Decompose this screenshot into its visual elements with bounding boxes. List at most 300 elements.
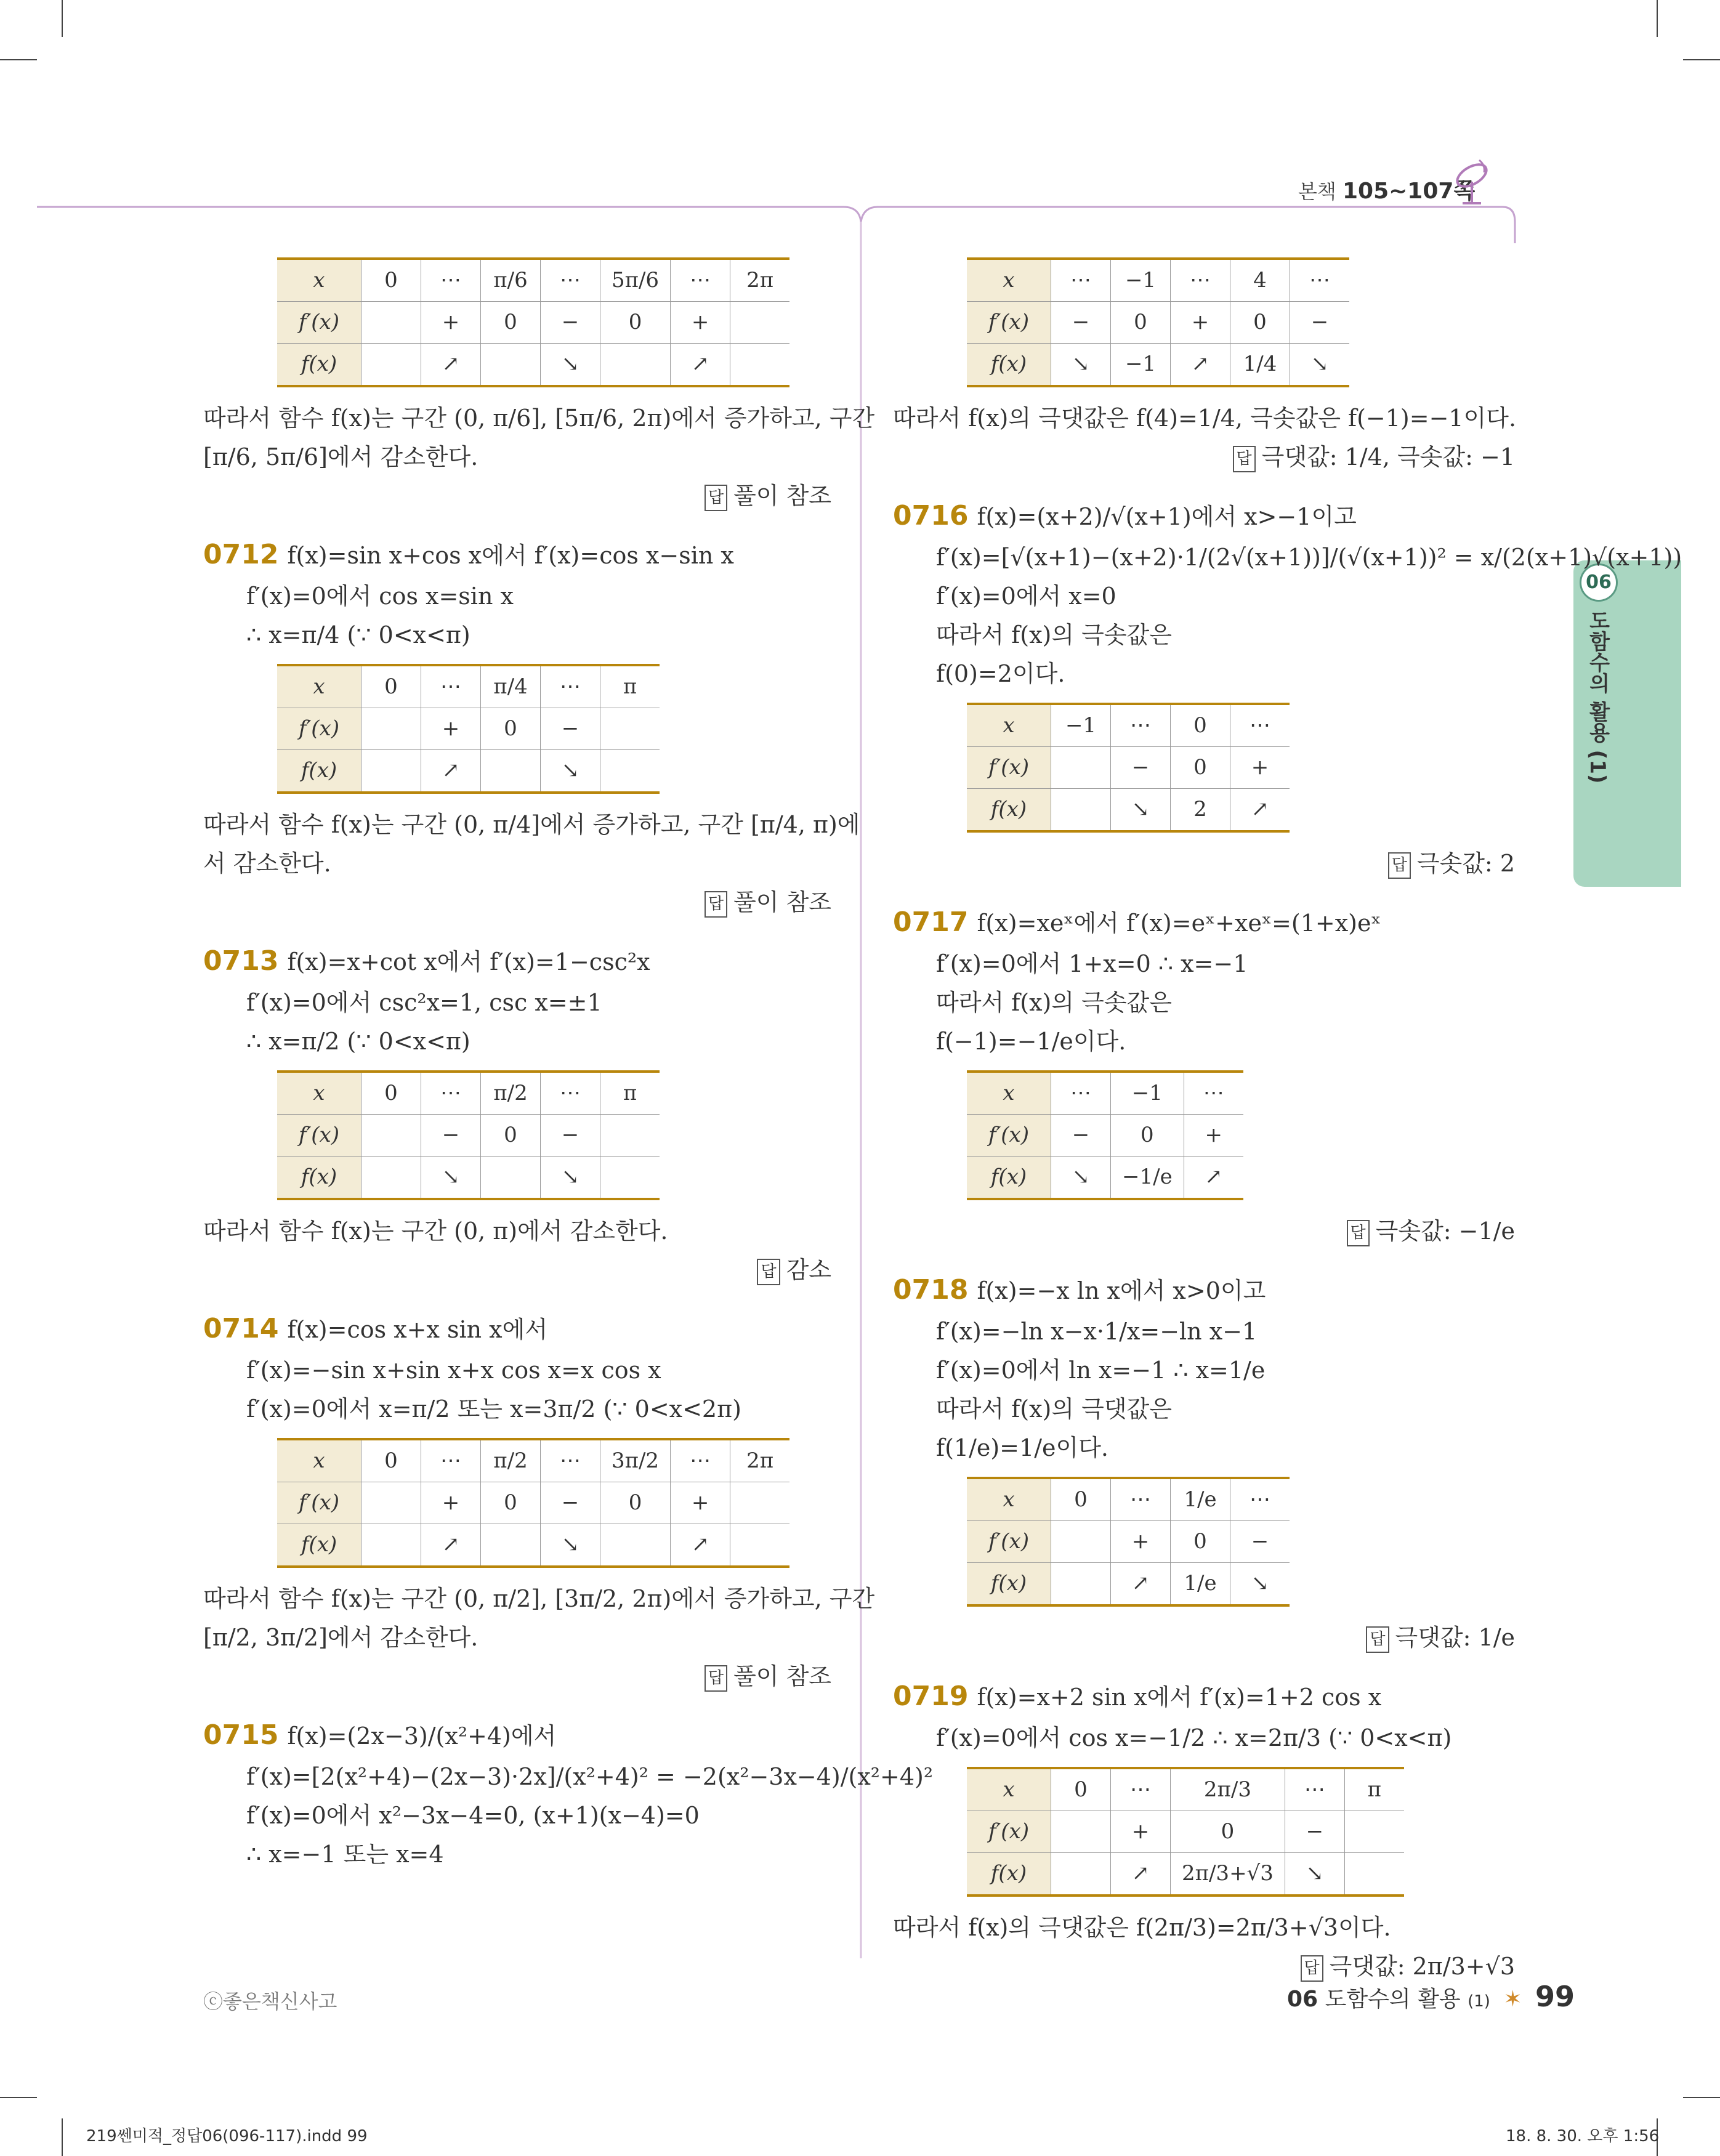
answer-line <box>203 478 831 514</box>
sign-table-cell: x <box>967 1478 1051 1521</box>
sign-table <box>967 1767 1404 1897</box>
sign-table-cell: ⋯ <box>421 1439 481 1482</box>
solution-text: ∴ x=π/4 (∵ 0<x<π) <box>246 621 470 648</box>
sign-table-row <box>967 1853 1404 1896</box>
sign-table-cell: π/2 <box>481 1072 541 1115</box>
sign-table-cell: ⋯ <box>541 1072 600 1115</box>
solution-text: f(x)=sin x+cos x에서 f′(x)=cos x−sin x <box>287 542 734 569</box>
problem-block <box>203 535 860 920</box>
problem-block <box>893 902 1515 1249</box>
solution-text: f′(x)=0에서 1+x=0 ∴ x=−1 <box>936 950 1248 977</box>
answer-line <box>893 1949 1515 1984</box>
solution-line <box>203 1837 831 1872</box>
conclusion-line: 따라서 함수 f(x)는 구간 (0, π/2], [3π/2, 2π)에서 증가하고, 구간 <box>203 1585 875 1612</box>
page-number: 99 <box>1535 1980 1575 2013</box>
problem-block <box>203 1715 934 1872</box>
answer-mark-icon: 답 <box>1301 1955 1323 1982</box>
sign-table-cell: − <box>421 1115 481 1157</box>
answer-mark-icon: 답 <box>705 485 727 511</box>
sign-table-row <box>277 1524 789 1567</box>
solution-line <box>893 496 1515 536</box>
sign-table-row <box>277 1115 660 1157</box>
sign-table-cell: 1/e <box>1171 1563 1230 1606</box>
sign-table-cell <box>1051 1811 1111 1853</box>
answer-text: 극댓값: 1/4, 극솟값: −1 <box>1261 443 1515 470</box>
problem-number: 0719 <box>893 1681 969 1712</box>
sign-table-cell <box>1051 1521 1111 1563</box>
sign-table-cell <box>361 302 421 344</box>
sign-table-cell: − <box>541 302 600 344</box>
sign-table-cell: x <box>967 1072 1051 1115</box>
solution-text: f(x)=xeˣ에서 f′(x)=eˣ+xeˣ=(1+x)eˣ <box>977 910 1381 937</box>
sign-table-row <box>967 1478 1290 1521</box>
sign-table <box>277 257 789 387</box>
print-date: 18. 8. 30. 오후 1:56 <box>1506 2127 1660 2146</box>
problem-block <box>893 257 1515 475</box>
conclusion-line: 따라서 f(x)의 극댓값은 f(2π/3)=2π/3+√3이다. <box>893 1914 1391 1941</box>
sign-table-cell: −1 <box>1051 704 1111 747</box>
sign-table-cell: + <box>421 302 481 344</box>
sign-table-cell: −1 <box>1111 1072 1184 1115</box>
sign-table-cell <box>361 750 421 793</box>
footer-chapter-title: 도함수의 활용 <box>1325 1987 1461 2012</box>
sign-table-row <box>967 1072 1243 1115</box>
sign-table-cell: 0 <box>481 708 541 750</box>
solution-line <box>203 618 831 653</box>
solution-line <box>893 1676 1515 1717</box>
sign-table-cell <box>481 344 541 387</box>
sign-table-cell: ↘ <box>541 1524 600 1567</box>
problem-number: 0717 <box>893 906 969 938</box>
sign-table-cell: 5π/6 <box>600 259 671 302</box>
sign-table-cell <box>1344 1853 1404 1896</box>
solution-line <box>893 985 1515 1020</box>
sign-table-cell: + <box>1111 1521 1171 1563</box>
sign-table-cell: π <box>600 1072 660 1115</box>
solution-line <box>203 1392 831 1427</box>
solution-text: ∴ x=π/2 (∵ 0<x<π) <box>246 1028 470 1055</box>
conclusion-line: 따라서 함수 f(x)는 구간 (0, π)에서 감소한다. <box>203 1217 668 1245</box>
answer-text: 극솟값: 2 <box>1416 850 1515 877</box>
sign-table-row <box>967 789 1290 832</box>
problem-block <box>893 1270 1515 1655</box>
page-footer <box>1287 1980 1575 2013</box>
sign-table-cell <box>361 344 421 387</box>
sign-table-row <box>967 344 1349 387</box>
sign-table-cell <box>481 1524 541 1567</box>
sign-table-cell: ⋯ <box>1111 1478 1171 1521</box>
conclusion-line: 서 감소한다. <box>203 850 331 877</box>
answer-line <box>893 440 1515 475</box>
answer-text: 극댓값: 1/e <box>1395 1624 1515 1651</box>
sign-table-cell: π <box>1344 1768 1404 1811</box>
sign-table-row <box>277 708 660 750</box>
solution-line <box>203 941 831 982</box>
sign-table-cell <box>730 302 790 344</box>
solution-line <box>893 1721 1515 1756</box>
answer-line <box>203 1253 831 1288</box>
sign-table-cell: ⋯ <box>1184 1072 1243 1115</box>
sign-table-cell: x <box>277 1072 361 1115</box>
sign-table-cell: ↗ <box>671 1524 730 1567</box>
sign-table-cell: 0 <box>481 302 541 344</box>
sign-table-cell: ⋯ <box>1230 1478 1290 1521</box>
sign-table-cell: f′(x) <box>967 1521 1051 1563</box>
sign-table-cell: 0 <box>361 1072 421 1115</box>
sign-table-cell: ↘ <box>1285 1853 1344 1896</box>
sign-table-cell: f′(x) <box>277 302 361 344</box>
solution-text: f(x)=(2x−3)/(x²+4)에서 <box>287 1722 557 1750</box>
answer-mark-icon: 답 <box>1366 1626 1389 1653</box>
sign-table <box>277 1438 789 1568</box>
solution-line <box>203 579 831 614</box>
sign-table-cell: 0 <box>481 1482 541 1524</box>
solution-text: f(x)=x+2 sin x에서 f′(x)=1+2 cos x <box>977 1684 1382 1711</box>
sign-table-cell: ⋯ <box>1051 259 1111 302</box>
sign-table-cell: + <box>1171 302 1230 344</box>
sign-table-cell: 4 <box>1230 259 1290 302</box>
answer-mark-icon: 답 <box>705 891 727 918</box>
solution-text: f′(x)=0에서 x²−3x−4=0, (x+1)(x−4)=0 <box>246 1802 700 1829</box>
answer-text: 극댓값: 2π/3+√3 <box>1329 1953 1515 1980</box>
solution-line <box>893 540 1682 575</box>
sign-table-cell <box>600 1157 660 1200</box>
solution-text: 따라서 f(x)의 극솟값은 <box>936 989 1172 1016</box>
sign-table-cell: ↗ <box>1111 1563 1171 1606</box>
sign-table-cell: − <box>1290 302 1350 344</box>
sign-table-cell: ↗ <box>1111 1853 1171 1896</box>
sign-table-cell: ⋯ <box>1051 1072 1111 1115</box>
sign-table-cell: 0 <box>1051 1768 1111 1811</box>
sign-table-cell: f′(x) <box>277 1482 361 1524</box>
solution-line <box>893 579 1515 614</box>
solution-text: f′(x)=0에서 cos x=sin x <box>246 583 514 610</box>
sign-table-row <box>967 1768 1404 1811</box>
footer-star-icon: ✶ <box>1503 1987 1522 2012</box>
crop-mark <box>62 2118 63 2156</box>
sign-table-row <box>277 1072 660 1115</box>
sign-table-row <box>967 1563 1290 1606</box>
sign-table-cell: ↗ <box>421 344 481 387</box>
sign-table-cell: − <box>541 708 600 750</box>
sign-table-cell: f′(x) <box>967 302 1051 344</box>
solution-text: f(x)=x+cot x에서 f′(x)=1−csc²x <box>287 948 650 975</box>
problem-number: 0715 <box>203 1719 279 1751</box>
solution-text: f(x)=−x ln x에서 x>0이고 <box>977 1277 1266 1304</box>
sign-table-cell <box>1051 789 1111 832</box>
crop-mark <box>0 2097 37 2098</box>
sign-table-cell: ⋯ <box>1230 704 1290 747</box>
solution-text: f′(x)=0에서 x=π/2 또는 x=3π/2 (∵ 0<x<2π) <box>246 1395 741 1423</box>
copyright: ⓒ좋은책신사고 <box>203 1990 337 2013</box>
sign-table-cell <box>1051 747 1111 789</box>
sign-table-cell: 0 <box>1171 1811 1285 1853</box>
sign-table-cell: ↘ <box>1111 789 1171 832</box>
problem-block <box>893 1676 1515 1984</box>
sign-table-row <box>967 747 1290 789</box>
sign-table-cell <box>1344 1811 1404 1853</box>
sign-table-cell: −1 <box>1111 344 1171 387</box>
sign-table-cell: − <box>1230 1521 1290 1563</box>
answer-mark-icon: 답 <box>1388 852 1411 879</box>
sign-table-cell: x <box>967 259 1051 302</box>
sign-table-row <box>277 1439 789 1482</box>
solution-line <box>893 1392 1515 1427</box>
sign-table-cell: ⋯ <box>541 1439 600 1482</box>
solution-text: f(1/e)=1/e이다. <box>936 1434 1108 1461</box>
conclusion-line: [π/6, 5π/6]에서 감소한다. <box>203 443 478 470</box>
sign-table-cell: 2π/3 <box>1171 1768 1285 1811</box>
sign-table-cell: − <box>1111 747 1171 789</box>
sign-table-cell: + <box>671 1482 730 1524</box>
sign-table-cell: ⋯ <box>1285 1768 1344 1811</box>
sign-table-cell <box>600 344 671 387</box>
sign-table-row <box>967 259 1349 302</box>
sign-table-cell: f′(x) <box>967 1115 1051 1157</box>
ref-prefix: 본책 <box>1298 180 1336 203</box>
solution-text: f′(x)=0에서 x=0 <box>936 583 1116 610</box>
sign-table <box>967 703 1290 833</box>
sign-table-cell: f′(x) <box>967 747 1051 789</box>
conclusion-line: 따라서 함수 f(x)는 구간 (0, π/6], [5π/6, 2π)에서 증가하고, 구간 <box>203 405 875 432</box>
footer-chapter-part: (1) <box>1468 1992 1490 2011</box>
sign-table-cell: ⋯ <box>541 665 600 708</box>
chapter-number-badge: 06 <box>1580 563 1618 602</box>
sign-table-cell <box>600 1524 671 1567</box>
solution-text: f′(x)=0에서 csc²x=1, csc x=±1 <box>246 989 602 1016</box>
sign-table-cell: f′(x) <box>277 1115 361 1157</box>
solution-text: f(x)=cos x+x sin x에서 <box>287 1316 548 1343</box>
solution-text: f′(x)=−ln x−x·1/x=−ln x−1 <box>936 1318 1258 1345</box>
sign-table-cell: 2π/3+√3 <box>1171 1853 1285 1896</box>
solution-line <box>203 985 831 1020</box>
sign-table-cell: 1/e <box>1171 1478 1230 1521</box>
sign-table <box>277 1070 660 1200</box>
ref-pages: 105~107쪽 <box>1342 179 1476 204</box>
sign-table-cell: ↘ <box>1051 344 1111 387</box>
sign-table-row <box>277 259 789 302</box>
solution-line <box>203 1715 831 1756</box>
answer-text: 풀이 참조 <box>733 889 831 916</box>
sign-table-cell: 2π <box>730 1439 790 1482</box>
solution-line <box>893 618 1515 653</box>
sign-table-cell <box>730 344 790 387</box>
sign-table-cell: ⋯ <box>421 259 481 302</box>
sign-table-row <box>277 302 789 344</box>
sign-table-cell: 0 <box>600 302 671 344</box>
answer-mark-icon: 답 <box>1233 446 1256 472</box>
sign-table-cell: 3π/2 <box>600 1439 671 1482</box>
sign-table-cell <box>481 1157 541 1200</box>
problem-number: 0718 <box>893 1274 969 1306</box>
sign-table-cell: π/2 <box>481 1439 541 1482</box>
sign-table-cell: x <box>277 259 361 302</box>
answer-line <box>893 846 1515 881</box>
chapter-side-label: 도함수의 활용 (1) <box>1585 610 1610 784</box>
sign-table <box>967 257 1349 387</box>
print-file-info: 219쎈미적_정답06(096-117).indd 99 <box>86 2127 368 2146</box>
sign-table-cell: 0 <box>1111 302 1171 344</box>
solution-line <box>893 1431 1515 1466</box>
sign-table-cell: − <box>1051 302 1111 344</box>
sign-table-cell: π/4 <box>481 665 541 708</box>
answer-text: 감소 <box>786 1256 831 1283</box>
sign-table-cell: + <box>1111 1811 1171 1853</box>
sign-table-cell: 0 <box>1230 302 1290 344</box>
sign-table-cell <box>481 750 541 793</box>
sign-table-cell: f(x) <box>967 789 1051 832</box>
problem-block <box>203 941 831 1288</box>
answer-line <box>203 1659 831 1694</box>
sign-table-cell: − <box>1051 1115 1111 1157</box>
sign-table-row <box>967 1521 1290 1563</box>
sign-table-cell: ⋯ <box>1111 704 1171 747</box>
sign-table-cell <box>1051 1563 1111 1606</box>
solution-line <box>893 947 1515 982</box>
sign-table-cell: f′(x) <box>967 1811 1051 1853</box>
conclusion-line: 따라서 함수 f(x)는 구간 (0, π/4]에서 증가하고, 구간 [π/4, π)에 <box>203 811 860 838</box>
sign-table-cell: 0 <box>481 1115 541 1157</box>
sign-table-row <box>967 302 1349 344</box>
sign-table-cell: − <box>541 1482 600 1524</box>
sign-table-cell: ↘ <box>541 750 600 793</box>
solution-line <box>203 1798 831 1833</box>
solution-line <box>203 1759 934 1795</box>
solution-text: f′(x)=0에서 ln x=−1 ∴ x=1/e <box>936 1357 1266 1384</box>
sign-table-cell: f(x) <box>277 750 361 793</box>
sign-table-cell: ↗ <box>421 750 481 793</box>
solution-line <box>203 1024 831 1059</box>
solution-line <box>893 656 1515 692</box>
sign-table-cell: f(x) <box>277 344 361 387</box>
problem-number: 0714 <box>203 1313 279 1344</box>
sign-table-row <box>277 344 789 387</box>
sign-table-row <box>277 1482 789 1524</box>
conclusion-line: [π/2, 3π/2]에서 감소한다. <box>203 1624 478 1651</box>
solution-text: f′(x)=[√(x+1)−(x+2)·1/(2√(x+1))]/(√(x+1))² = x/(2(x+1)√(x+1)) <box>936 544 1682 571</box>
problem-number: 0716 <box>893 500 969 531</box>
sign-table-cell: 1/4 <box>1230 344 1290 387</box>
sign-table-cell: 0 <box>1171 747 1230 789</box>
satellite-icon <box>1447 148 1496 209</box>
sign-table-cell <box>730 1482 790 1524</box>
sign-table-cell <box>600 1115 660 1157</box>
sign-table-cell <box>361 1157 421 1200</box>
sign-table-cell: f(x) <box>967 1157 1051 1200</box>
sign-table-cell: 2 <box>1171 789 1230 832</box>
sign-table-cell <box>361 708 421 750</box>
sign-table-cell: x <box>277 665 361 708</box>
sign-table-cell <box>361 1115 421 1157</box>
answer-text: 풀이 참조 <box>733 482 831 509</box>
solution-line <box>893 1270 1515 1310</box>
sign-table-cell: ↗ <box>1230 789 1290 832</box>
sign-table-cell: + <box>1184 1115 1243 1157</box>
answer-text: 극솟값: −1/e <box>1375 1217 1515 1245</box>
sign-table-cell <box>600 750 660 793</box>
sign-table <box>967 1070 1243 1200</box>
sign-table-cell: f(x) <box>967 1853 1051 1896</box>
sign-table-cell: ↘ <box>1290 344 1350 387</box>
solution-text: f′(x)=−sin x+sin x+x cos x=x cos x <box>246 1357 661 1384</box>
sign-table-cell: ⋯ <box>541 259 600 302</box>
sign-table-cell: ⋯ <box>1111 1768 1171 1811</box>
sign-table-cell: 0 <box>361 259 421 302</box>
solution-text: 따라서 f(x)의 극솟값은 <box>936 621 1172 648</box>
sign-table-cell: 0 <box>1171 1521 1230 1563</box>
solution-text: f(−1)=−1/e이다. <box>936 1028 1126 1055</box>
solution-line <box>203 535 831 575</box>
sign-table-cell: ⋯ <box>1290 259 1350 302</box>
sign-table-cell: ↗ <box>1184 1157 1243 1200</box>
sign-table-cell: ↘ <box>1230 1563 1290 1606</box>
solution-line <box>893 1353 1515 1388</box>
sign-table-cell: + <box>671 302 730 344</box>
sign-table-cell <box>730 1524 790 1567</box>
sign-table-cell: 0 <box>361 1439 421 1482</box>
sign-table-cell: + <box>421 1482 481 1524</box>
sign-table-cell: ↗ <box>671 344 730 387</box>
sign-table-row <box>967 1811 1404 1853</box>
sign-table-cell <box>361 1482 421 1524</box>
problem-number: 0712 <box>203 539 279 570</box>
answer-mark-icon: 답 <box>705 1665 727 1692</box>
sign-table-cell: −1 <box>1111 259 1171 302</box>
sign-table-cell: 0 <box>1051 1478 1111 1521</box>
sign-table <box>277 664 660 794</box>
sign-table-cell: f(x) <box>277 1157 361 1200</box>
sign-table-cell: π/6 <box>481 259 541 302</box>
solution-line <box>203 1353 831 1388</box>
crop-mark <box>1683 2097 1720 2098</box>
sign-table-cell: ⋯ <box>1171 259 1230 302</box>
sign-table-row <box>277 1157 660 1200</box>
sign-table-row <box>967 1115 1243 1157</box>
solution-text: f′(x)=[2(x²+4)−(2x−3)·2x]/(x²+4)² = −2(x²−3x−4)/(x²+4)² <box>246 1763 934 1790</box>
sign-table-row <box>967 1157 1243 1200</box>
sign-table-cell: 2π <box>730 259 790 302</box>
answer-mark-icon: 답 <box>757 1259 780 1285</box>
sign-table-cell: ↘ <box>421 1157 481 1200</box>
sign-table-cell: 0 <box>1171 704 1230 747</box>
sign-table-cell: −1/e <box>1111 1157 1184 1200</box>
sign-table-cell: ⋯ <box>671 259 730 302</box>
sign-table-row <box>967 704 1290 747</box>
sign-table-row <box>277 750 660 793</box>
sign-table-cell: ⋯ <box>421 1072 481 1115</box>
sign-table-cell <box>361 1524 421 1567</box>
conclusion-line: 따라서 f(x)의 극댓값은 f(4)=1/4, 극솟값은 f(−1)=−1이다. <box>893 405 1517 432</box>
sign-table-cell <box>600 708 660 750</box>
sign-table-cell: f(x) <box>967 344 1051 387</box>
footer-chapter: 06 <box>1287 1987 1318 2012</box>
solution-line <box>893 1314 1515 1349</box>
solution-line <box>893 1024 1515 1059</box>
solution-text: f(x)=(x+2)/√(x+1)에서 x>−1이고 <box>977 503 1357 530</box>
solution-text: ∴ x=−1 또는 x=4 <box>246 1841 444 1868</box>
sign-table <box>967 1477 1290 1607</box>
sign-table-cell: ⋯ <box>421 665 481 708</box>
sign-table-cell: ↘ <box>541 344 600 387</box>
answer-line <box>203 885 831 920</box>
solution-text: 따라서 f(x)의 극댓값은 <box>936 1395 1172 1423</box>
sign-table-cell: 0 <box>600 1482 671 1524</box>
sign-table-cell: x <box>277 1439 361 1482</box>
sign-table-cell: ↗ <box>421 1524 481 1567</box>
sign-table-cell: π <box>600 665 660 708</box>
sign-table-cell <box>1051 1853 1111 1896</box>
sign-table-cell: x <box>967 704 1051 747</box>
